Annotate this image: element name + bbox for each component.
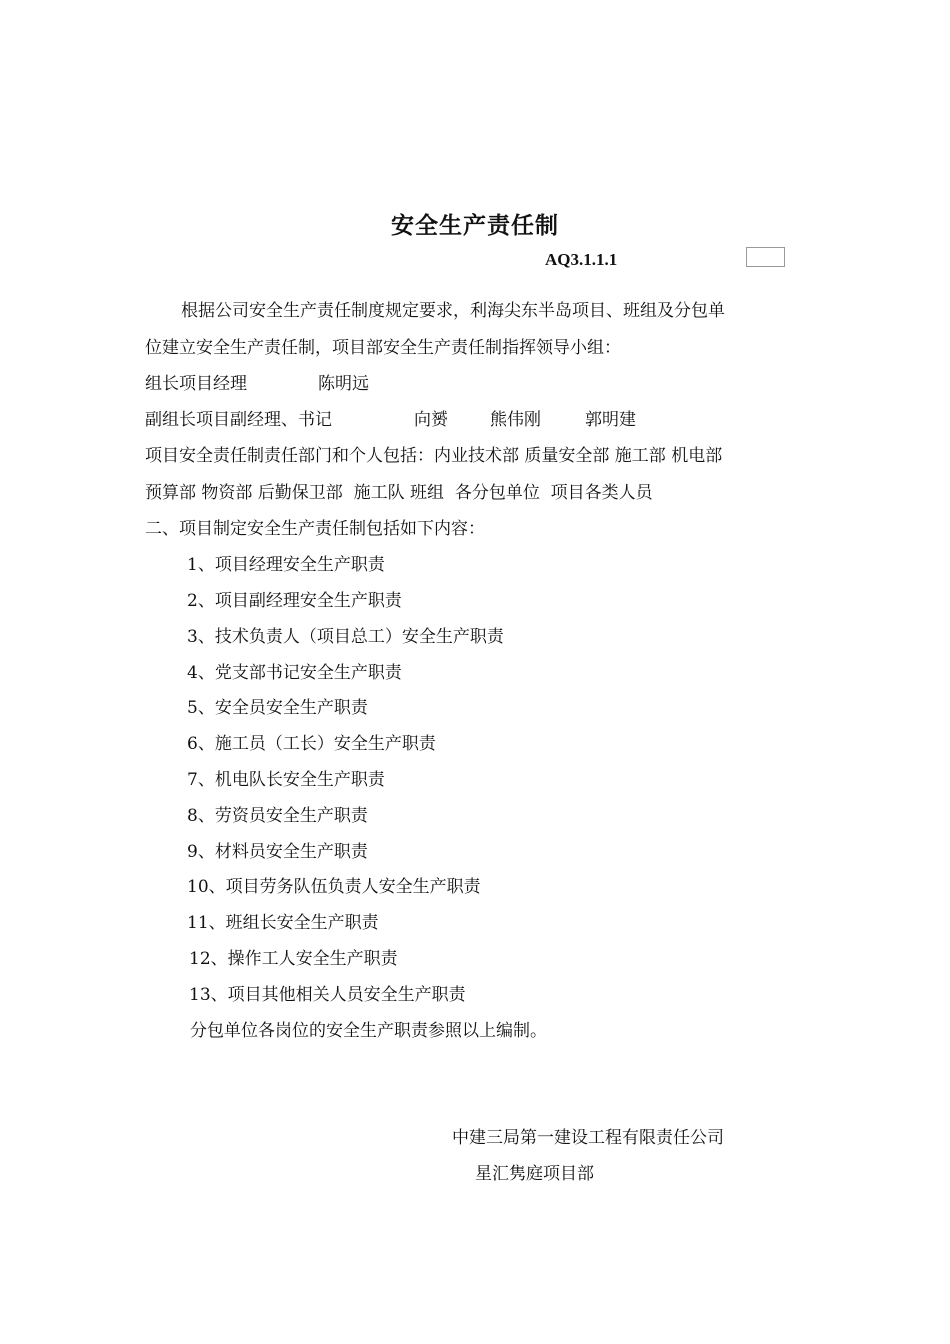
list-item: 4、党支部书记安全生产职责 — [187, 663, 402, 683]
list-item: 13、项目其他相关人员安全生产职责 — [189, 985, 466, 1005]
leader-name: 陈明远 — [318, 374, 369, 394]
dept-line-1: 项目安全责任制责任部门和个人包括：内业技术部 质量安全部 施工部 机电部 — [145, 446, 723, 466]
deputy-name: 向赟 — [414, 410, 448, 430]
list-item: 11、班组长安全生产职责 — [187, 913, 379, 933]
list-item: 8、劳资员安全生产职责 — [187, 806, 368, 826]
deputy-role: 副组长项目副经理、书记 — [145, 410, 332, 430]
list-item: 2、项目副经理安全生产职责 — [187, 591, 402, 611]
list-item: 7、机电队长安全生产职责 — [187, 770, 385, 790]
list-item: 12、操作工人安全生产职责 — [189, 949, 398, 969]
document-title: 安全生产责任制 — [391, 213, 559, 239]
intro-line-1: 根据公司安全生产责任制度规定要求，利海尖东半岛项目、班组及分包单 — [181, 301, 725, 321]
list-item: 10、项目劳务队伍负责人安全生产职责 — [187, 877, 481, 897]
closing-note: 分包单位各岗位的安全生产职责参照以上编制。 — [190, 1021, 547, 1041]
deputy-name: 熊伟刚 — [490, 410, 541, 430]
deputy-name: 郭明建 — [585, 410, 636, 430]
document-code: AQ3.1.1.1 — [545, 250, 618, 269]
list-item: 9、材料员安全生产职责 — [187, 842, 368, 862]
list-item: 3、技术负责人（项目总工）安全生产职责 — [187, 627, 504, 647]
leader-role: 组长项目经理 — [145, 374, 247, 394]
intro-line-2: 位建立安全生产责任制，项目部安全生产责任制指挥领导小组： — [145, 338, 621, 358]
blank-box — [746, 247, 785, 267]
list-item: 5、安全员安全生产职责 — [187, 698, 368, 718]
list-item: 6、施工员（工长）安全生产职责 — [187, 734, 436, 754]
section-2-heading: 二、项目制定安全生产责任制包括如下内容： — [145, 519, 485, 539]
project-department: 星汇隽庭项目部 — [475, 1164, 594, 1184]
company-name: 中建三局第一建设工程有限责任公司 — [452, 1128, 724, 1148]
list-item: 1、项目经理安全生产职责 — [187, 555, 385, 575]
dept-line-2: 预算部 物资部 后勤保卫部 施工队 班组 各分包单位 项目各类人员 — [145, 483, 653, 503]
